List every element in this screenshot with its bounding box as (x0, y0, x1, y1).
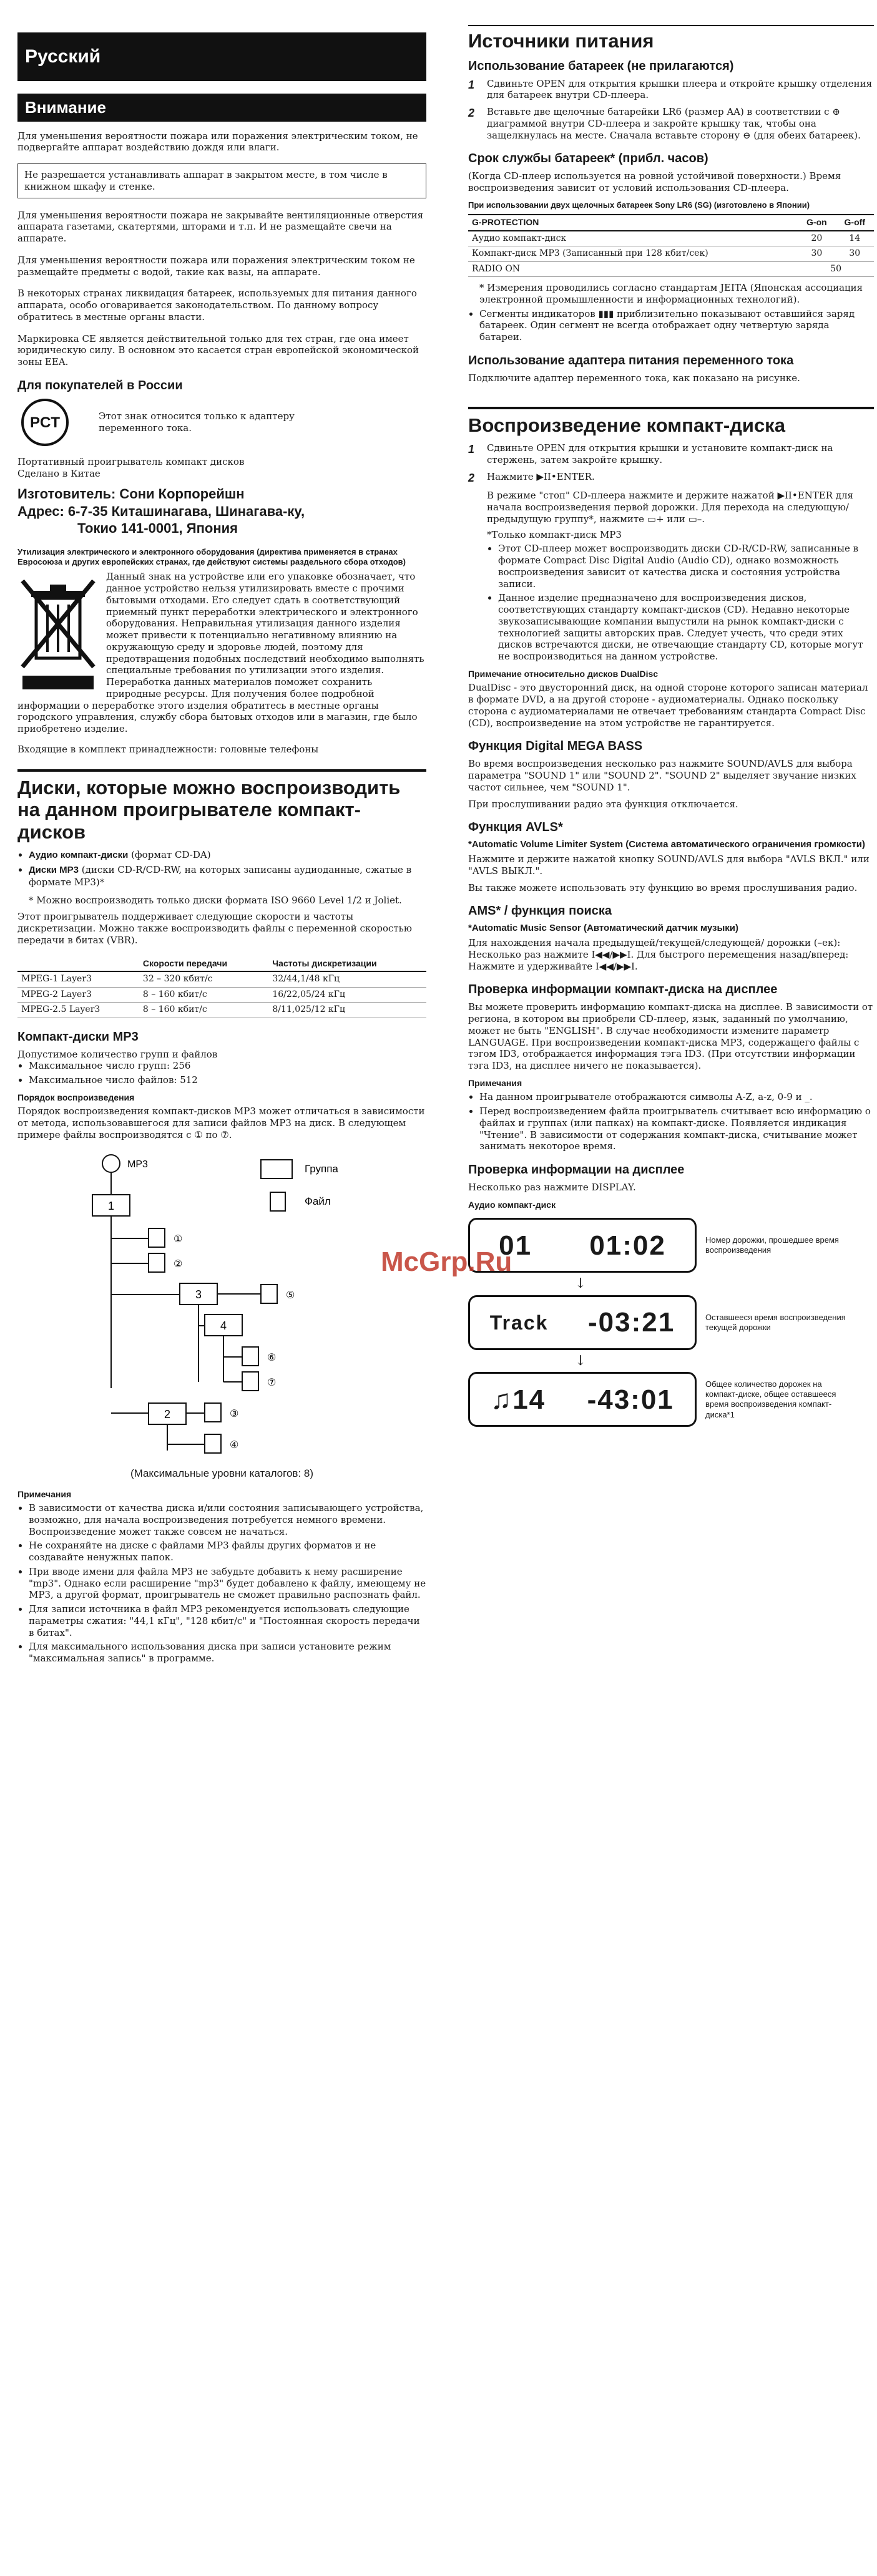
mp3-notes-heading: Примечания (17, 1489, 72, 1499)
play-notes-list (468, 543, 874, 663)
avls-paragraph: Нажмите и держите нажатой кнопку SOUND/AVLS для выбора "AVLS ВКЛ." или "AVLS ВЫКЛ.". (468, 853, 870, 877)
cd-info-heading: Проверка информации компакт-диска на дисплее (468, 983, 778, 997)
play-step-2-note: *Только компакт-диск MP3 (487, 528, 622, 540)
svg-text:MP3: MP3 (127, 1159, 148, 1170)
display-check-heading: Проверка информации на дисплее (468, 1163, 685, 1177)
lcd-display-row (468, 1295, 874, 1350)
batteries-heading: Использование батареек (не прилагаются) (468, 59, 734, 73)
list-item: • Данное изделие предназначено для воспроизведения дисков, соответствующих стандарту компакт-дисков (CD). Недавно некоторые звукозаписывающие компании выпустили на рынок компакт-диски с технологией защиты авторских прав. Следует учесть, что среди этих дисков встречаются диски, не отвечающие стандарту CD, которые могут не воспроизводиться на данном устройстве. (498, 592, 874, 663)
recycling-block (17, 571, 426, 735)
lcd-display-2: Track -03:21 (468, 1295, 697, 1350)
play-step-1: 1 Сдвиньте OPEN для открытия крышки и установите компакт-диск на стержень, затем закройте крышку. (468, 442, 833, 466)
dualdisc-paragraph: DualDisc - это двусторонний диск, на одной стороне которого записан материал в формате DVD, а на другой стороне - аудиоматериалы. Однако поскольку сторона с аудиоматериалами не отвечает требованиям стандарта Compact Disc (CD), воспроизведение на этом устройстве не гарантируется. (468, 682, 868, 729)
play-order-paragraph: Порядок воспроизведения компакт-дисков MP3 может отличаться в зависимости от метода, использовавшегося для записи файлов MP3 на диск. В следующем примере файлы воспроизводятся с ① по ⑦. (17, 1106, 425, 1140)
russia-cert-text: Этот знак относится только к адаптеру переменного тока. (99, 411, 295, 434)
list-item: • В зависимости от качества диска и/или состояния записывающего устройства, возможно, для начала воспроизведения потребуется немного времени. Воспроизведение может также совсем не начаться. (29, 1502, 426, 1537)
ams-heading: AMS* / функция поиска (468, 904, 612, 918)
list-item: • Перед воспроизведением файла проигрыватель считывает всю информацию о файлах и группах (или папках) на компакт-диске. Появляется индикация "Чтение". В зависимости от содержания компакт-диска, считывание может занимать некоторое время. (479, 1106, 874, 1152)
table-row: MPEG-2.5 Layer3 8 – 160 кбит/с 8/11,025/12 кГц (17, 1003, 426, 1018)
ams-subheading: *Automatic Music Sensor (Автоматический датчик музыки) (468, 923, 738, 934)
list-item: • На данном проигрывателе отображаются символы A-Z, a-z, 0-9 и _. (479, 1091, 874, 1103)
list-item: • Для записи источника в файл MP3 рекомендуется использовать следующие параметры сжатия: "44,1 кГц", "128 кбит/с" и "Постоянная скорость передачи в битах". (29, 1603, 426, 1638)
recycling-text: Данный знак на устройстве или его упаковке обозначает, что данное устройство нельзя утилизировать вместе с прочими бытовыми отходами. Его следует сдать в соответствующий приемный пункт переработки электрического и электронного оборудования. Неправильная утилизация данного изделия может привести к потенциально негативному влиянию на окружающую среду и здоровье людей, поэтому для предотвращения подобных последствий необходимо выполнять специальные требования по утилизации этого изделия. Переработка данных материалов поможет сохранить природные ресурсы. Для получения более подробной информации о переработке этого изделия обратитесь в местные органы городского управления, службу сбора бытовых отходов или в магазин, где было приобретено изделие. (17, 571, 424, 734)
svg-text:PCT: PCT (30, 414, 60, 431)
disc-types-list (17, 849, 426, 888)
battery-life-note-1: * Измерения проводились согласно стандартам JEITA (Японская ассоциация электронной промышленности и информационных технологий). (479, 282, 863, 305)
table-row: Компакт-диск MP3 (Записанный при 128 кбит/сек) 30 30 (468, 246, 874, 262)
power-heading: Источники питания (468, 30, 654, 52)
list-item: • Аудио компакт-диски (формат CD-DA) (29, 849, 426, 862)
audio-cd-subheading: Аудио компакт-диск (468, 1199, 556, 1210)
arrow-down-icon: ↓ (574, 1353, 587, 1369)
ac-adapter-paragraph: Подключите адаптер переменного тока, как показано на рисунке. (468, 372, 800, 384)
manufacturer-line: Изготовитель: Сони Корпорейшн (17, 486, 245, 502)
cd-info-notes-heading: Примечания (468, 1077, 522, 1088)
avls-subheading: *Automatic Volume Limiter System (Система автоматического ограничения громкости) (468, 839, 866, 850)
russia-cert-row (17, 397, 426, 447)
svg-text:⑤: ⑤ (286, 1290, 295, 1301)
svg-text:③: ③ (230, 1408, 239, 1419)
lcd-note-2: Оставшееся время воспроизведения текущей дорожки (705, 1312, 846, 1332)
table-header: G-on (798, 215, 835, 231)
lcd-display-row (468, 1372, 874, 1427)
play-step-2: 2 Нажмите ▶II•ENTER. (468, 470, 595, 484)
battery-life-heading: Срок службы батареек* (прибл. часов) (468, 152, 708, 166)
warning-paragraph-1: Для уменьшения вероятности пожара или поражения электрическим током, не подвергайте аппарат воздействию дождя или влаги. (17, 130, 418, 153)
cd-info-paragraph: Вы можете проверить информацию компакт-диска на дисплее. В зависимости от региона, в котором вы приобрели CD-плеер, язык, заданный по умолчанию, может не быть "ENGLISH". В случае необходимости измените параметр LANGUAGE. При воспроизведении компакт-диска MP3, содержащего файлы с тэгом ID3, отображается информация тэга ID3. (При отсутствии информации тэга ID3, на дисплее ничего не показывается). (468, 1001, 873, 1072)
table-header (17, 956, 139, 972)
table-header: Частоты дискретизации (268, 956, 426, 972)
portable-player-text: Портативный проигрыватель компакт дисков (17, 455, 245, 467)
play-step-2-detail: В режиме "стоп" CD-плеера нажмите и держите нажатой ▶II•ENTER для начала воспроизведения первой дорожки. Для перехода на следующую/предыдущую группу*, нажмите ▭+ или ▭–. (487, 490, 854, 525)
battery-life-notes (468, 308, 874, 343)
warning-paragraph-4: В некоторых странах ликвидация батареек, используемых для питания данного аппарата, особо оговаривается законодательством. По данному вопросу обратитесь в местные органы власти. (17, 288, 417, 323)
play-cd-heading: Воспроизведение компакт-диска (468, 414, 785, 436)
section-divider (468, 25, 874, 26)
table-header: G-off (836, 215, 874, 231)
mp3-limits-intro: Допустимое количество групп и файлов (17, 1048, 218, 1060)
battery-life-table (468, 214, 874, 277)
recycling-heading: Утилизация электрического и электронного оборудования (директива применяется в странах Евросоюза и других европейских странах, где действуют системы раздельного сбора отходов) (17, 547, 406, 566)
svg-text:②: ② (174, 1258, 183, 1270)
mp3-notes-list (17, 1502, 426, 1665)
mega-bass-paragraph-2: При прослушивании радио эта функция отключается. (468, 798, 738, 810)
svg-text:①: ① (174, 1233, 183, 1245)
svg-text:3: 3 (195, 1288, 202, 1301)
cd-info-notes-list (468, 1091, 874, 1152)
ac-adapter-heading: Использование адаптера питания переменного тока (468, 353, 794, 367)
address-line: Адрес: 6-7-35 Киташинагава, Шинагава-ку, (17, 503, 305, 519)
table-row: MPEG-1 Layer3 32 – 320 кбит/с 32/44,1/48 кГц (17, 971, 426, 987)
warning-paragraph-5: Маркировка CE является действительной только для тех стран, где она имеет юридическую силу. В основном это касается стран европейской экономической зоны EEA. (17, 333, 419, 367)
crossed-bin-icon (17, 573, 99, 692)
made-in-text: Сделано в Китае (17, 467, 100, 479)
arrow-down-icon: ↓ (574, 1276, 587, 1292)
section-divider (468, 407, 874, 409)
watermark-text: McGrp.Ru (381, 1247, 512, 1277)
list-item: • Сегменты индикаторов ▮▮▮ приблизительно показывают оставшийся заряд батареек. Один сегмент не всегда отображает одну четвертую заряда батареи. (479, 308, 874, 343)
bitrate-paragraph: Этот проигрыватель поддерживает следующие скорости и частоты дискретизации. Можно также воспроизводить файлы с переменной скоростью передачи в битах (VBR). (17, 911, 412, 946)
play-order-heading: Порядок воспроизведения (17, 1092, 135, 1102)
mega-bass-heading: Функция Digital MEGA BASS (468, 739, 643, 754)
lcd-note-3: Общее количество дорожек на компакт-диске, общее оставшееся время воспроизведения компакт-диска*1 (705, 1379, 836, 1419)
dualdisc-heading: Примечание относительно дисков DualDisc (468, 668, 659, 679)
russia-heading: Для покупателей в России (17, 378, 183, 392)
tree-legend-file: Файл (305, 1195, 331, 1207)
list-item: • Не сохраняйте на диске с файлами MP3 файлы других форматов и не создавайте ненужных папок. (29, 1540, 426, 1563)
svg-text:④: ④ (230, 1439, 239, 1451)
warning-paragraph-3: Для уменьшения вероятности пожара или поражения электрическим током не размещайте предметы с водой, такие как вазы, на аппарате. (17, 254, 415, 278)
svg-text:⑦: ⑦ (267, 1377, 277, 1388)
tree-caption: (Максимальные уровни каталогов: 8) (130, 1467, 314, 1480)
language-title: Русский (17, 32, 426, 81)
battery-step-1: 1 Сдвиньте OPEN для открытия крышки плеера и откройте крышку отделения для батареек внутри CD-плеера. (468, 77, 873, 101)
tree-legend-group: Группа (305, 1162, 338, 1175)
svg-text:⑥: ⑥ (267, 1352, 277, 1363)
disc-format-note: * Можно воспроизводить только диски формата ISO 9660 Level 1/2 и Joliet. (29, 894, 402, 906)
warning-box: Не разрешается устанавливать аппарат в закрытом месте, в том числе в книжном шкафу и стенке. (17, 163, 426, 198)
svg-text:1: 1 (107, 1199, 115, 1212)
list-item: • При вводе имени для файла MP3 не забудьте добавить к нему расширение "mp3". Однако если расширение "mp3" будет добавлено к файлу, имеющему не MP3, а другой формат, проигрыватель не сможет правильно распознать файл. (29, 1566, 426, 1601)
mp3-limits-list (17, 1060, 426, 1086)
left-column (17, 32, 426, 1671)
table-row: MPEG-2 Layer3 8 – 160 кбит/с 16/22,05/24 кГц (17, 987, 426, 1003)
warning-paragraph-2: Для уменьшения вероятности пожара не закрывайте вентиляционные отверстия аппарата газетами, скатертями, шторами и т.п. И не размещайте свечи на аппарате. (17, 209, 424, 244)
right-column (468, 25, 874, 1443)
mega-bass-paragraph: Во время воспроизведения несколько раз нажмите SOUND/AVLS для выбора параметра "SOUND 1" или "SOUND 2". "SOUND 2" выделяет звучание низких частот сильнее, чем "SOUND 1". (468, 758, 856, 793)
lcd-note-1: Номер дорожки, прошедшее время воспроизведения (705, 1235, 839, 1255)
list-item: • Для максимального использования диска при записи установите режим "максимальная запись" в программе. (29, 1641, 426, 1665)
avls-heading: Функция AVLS* (468, 820, 563, 835)
playable-discs-heading: Диски, которые можно воспроизводить на данном проигрывателе компакт-дисков (17, 776, 401, 843)
mp3-heading: Компакт-диски MP3 (17, 1029, 139, 1044)
table-row: RADIO ON 50 (468, 261, 874, 277)
manufacturer-block (17, 485, 426, 537)
bitrate-table (17, 956, 426, 1018)
lcd-display-1: 01 01:02 (468, 1218, 697, 1273)
battery-step-2: 2 Вставьте две щелочные батарейки LR6 (размер AA) в соответствии с ⊕ диаграммой внутри CD-плеера и закройте крышку так, чтобы она защелкнулась на месте. Сначала вставьте сторону ⊖ (для обеих батареек). (468, 106, 861, 141)
rst-certification-logo (17, 397, 92, 447)
list-item: • Диски MP3 (диски CD-R/CD-RW, на которых записаны аудиоданные, сжатые в формате MP3)* (29, 864, 426, 888)
table-row: Аудио компакт-диск 20 14 (468, 231, 874, 246)
battery-life-paragraph: (Когда CD-плеер используется на ровной устойчивой поверхности.) Время воспроизведения зависит от условий использования CD-плеера. (468, 170, 841, 194)
mp3-folder-tree-diagram (17, 1151, 417, 1463)
table-header: G-PROTECTION (468, 215, 798, 231)
section-divider (17, 769, 426, 772)
address-city-line: Токио 141-0001, Япония (77, 520, 238, 537)
table-header: Скорости передачи (139, 956, 268, 972)
accessories-text: Входящие в комплект принадлежности: головные телефоны (17, 743, 319, 755)
svg-text:4: 4 (220, 1319, 227, 1332)
list-item: • Этот CD-плеер может воспроизводить диски CD-R/CD-RW, записанные в формате Compact Disc Digital Audio (Audio CD), однако возможность воспроизведения зависит от качества диска и состояния устройства записи. (498, 543, 874, 590)
svg-text:2: 2 (164, 1407, 171, 1421)
avls-paragraph-2: Вы также можете использовать эту функцию во время прослушивания радио. (468, 882, 858, 893)
lcd-display-row (468, 1218, 874, 1273)
battery-life-subheading: При использовании двух щелочных батареек Sony LR6 (SG) (изготовлено в Японии) (468, 200, 810, 210)
ams-paragraph: Для нахождения начала предыдущей/текущей/следующей/ дорожки (–ек): Несколько раз нажмите I◀◀/▶▶I. Для быстрого перемещения назад/вперед: Нажмите и удерживайте I◀◀/▶▶I. (468, 937, 849, 972)
list-item: • Максимальное число файлов: 512 (29, 1074, 426, 1086)
warning-title: Внимание (17, 94, 426, 122)
lcd-display-3: ♫14 -43:01 (468, 1372, 697, 1427)
display-check-paragraph: Несколько раз нажмите DISPLAY. (468, 1182, 636, 1193)
list-item: • Максимальное число групп: 256 (29, 1060, 426, 1072)
